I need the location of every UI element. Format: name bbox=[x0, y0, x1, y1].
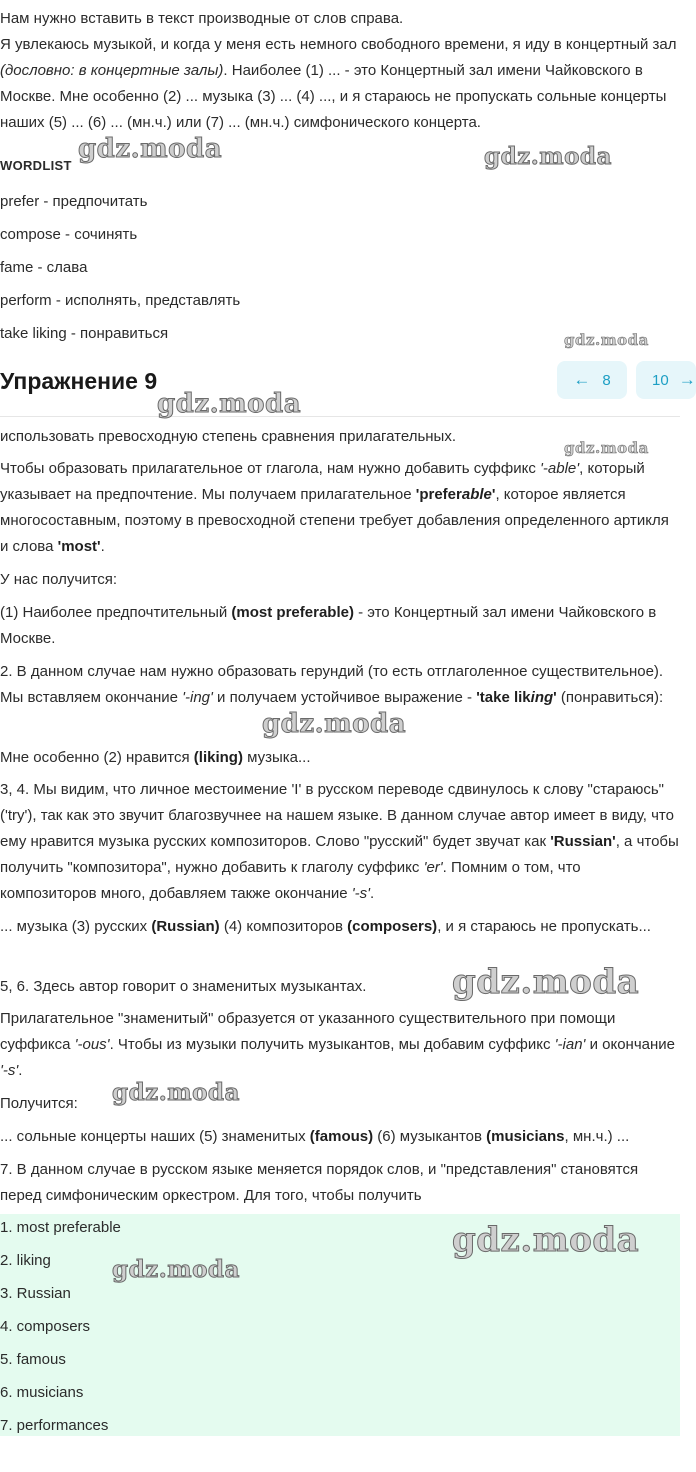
wordlist-item: prefer - предпочитать bbox=[0, 193, 148, 210]
text-run: 2. В данном случае нам нужно образовать герундий (то есть отглаголенное существительное). Мы вставляем окончание bbox=[0, 663, 664, 706]
text-run: '-able' bbox=[540, 460, 580, 477]
explanation-paragraph: У нас получится: bbox=[0, 571, 118, 588]
watermark: gdz.moda bbox=[78, 134, 223, 164]
text-run: ... музыка (3) русских bbox=[0, 918, 152, 935]
explanation-paragraph: 5, 6. Здесь автор говорит о знаменитых музыкантах. bbox=[0, 978, 367, 995]
wordlist-item: compose - сочинять bbox=[0, 226, 138, 243]
watermark: gdz.moda bbox=[452, 1220, 640, 1260]
text-run: 'take lik bbox=[476, 689, 531, 706]
text-run: (1) Наиболее предпочтительный bbox=[0, 604, 232, 621]
text-run: . Помним о том, что композиторов много, добавляем также окончание bbox=[0, 859, 581, 902]
text-run: able bbox=[461, 486, 492, 503]
arrow-left-icon: ← bbox=[573, 370, 591, 389]
text-run: ' bbox=[553, 689, 557, 706]
answer-item: 6. musicians bbox=[0, 1384, 84, 1401]
watermark: gdz.moda bbox=[262, 709, 407, 739]
answers-panel bbox=[0, 1214, 680, 1436]
explanation-paragraph bbox=[0, 659, 680, 711]
text-run: '-ous' bbox=[74, 1036, 110, 1053]
task-block bbox=[0, 6, 680, 136]
prev-exercise-button[interactable] bbox=[557, 361, 627, 399]
next-exercise-label: 10 bbox=[652, 371, 669, 389]
text-run: '-ian' bbox=[554, 1036, 586, 1053]
text-run: Мне особенно (2) нравится bbox=[0, 749, 194, 766]
task-text-note: (дословно: в концертные залы) bbox=[0, 62, 224, 79]
watermark: gdz.moda bbox=[564, 331, 649, 349]
text-run: (6) музыкантов bbox=[373, 1128, 487, 1145]
task-text bbox=[0, 32, 680, 136]
explanation-paragraph bbox=[0, 745, 680, 771]
text-run: и получаем устойчивое выражение - bbox=[212, 689, 477, 706]
explanation-paragraph: использовать превосходную степень сравнения прилагательных. bbox=[0, 428, 456, 445]
watermark: gdz.moda bbox=[157, 389, 302, 419]
watermark: gdz.moda bbox=[484, 143, 612, 170]
text-run: , которое является многосоставным, поэтому в превосходной степени требует добавления определенного артикля и слова bbox=[0, 486, 669, 555]
explanation-paragraph bbox=[0, 1124, 680, 1150]
wordlist-item: perform - исполнять, представлять bbox=[0, 292, 241, 309]
text-run: , и я стараюсь не пропускать... bbox=[437, 918, 651, 935]
text-run: музыка... bbox=[242, 749, 311, 766]
text-run: '-s' bbox=[0, 1062, 19, 1079]
text-run: (musicians bbox=[486, 1128, 565, 1145]
text-run: 'Russian' bbox=[550, 833, 616, 850]
watermark: gdz.moda bbox=[564, 439, 649, 457]
text-run: ing bbox=[530, 689, 554, 706]
text-run: и окончание bbox=[585, 1036, 675, 1053]
exercise-title: Упражнение 9 bbox=[0, 368, 158, 394]
text-run: . bbox=[100, 538, 105, 555]
text-run: (4) композиторов bbox=[219, 918, 348, 935]
watermark: gdz.moda bbox=[112, 1256, 240, 1283]
watermark: gdz.moda bbox=[452, 962, 640, 1002]
explanation-paragraph: Получится: bbox=[0, 1095, 78, 1112]
explanation-paragraph: 7. В данном случае в русском языке меняется порядок слов, и "представления" становятся перед симфоническим оркестром. Для того, чтобы получить bbox=[0, 1161, 639, 1204]
arrow-right-icon: → bbox=[678, 370, 696, 389]
explanation-paragraph bbox=[0, 1006, 680, 1084]
text-run: 'prefer bbox=[415, 486, 462, 503]
task-text-part: . Наиболее (1) ... - это Концертный зал имени Чайковского в Москве. Мне особенно (2) ... музыка (3) ... (4) ..., и я стараюсь не пропускать сольные концерты наших (5) ... (6) ... (мн.ч.) или (7) ... (мн.ч.) симфонического концерта. bbox=[0, 62, 667, 131]
text-run: (famous) bbox=[309, 1128, 374, 1145]
answer-item: 5. famous bbox=[0, 1351, 66, 1368]
explanation-paragraph bbox=[0, 777, 680, 907]
text-run: (most preferable) bbox=[231, 604, 354, 621]
text-run: 3, 4. Мы видим, что личное местоимение 'I' в русском переводе сдвинулось к слову "стараюсь" ('try'), так как это звучит благозвучнее на нашем языке. В данном случае автор имеет в виду, что ему нравится музыка русских композиторов. Слово "русский" будет звучат как bbox=[0, 781, 674, 850]
explanation-paragraph bbox=[0, 600, 680, 652]
text-run: - это Концертный зал имени Чайковского в Москве. bbox=[0, 604, 657, 647]
answer-item: 3. Russian bbox=[0, 1285, 71, 1302]
text-run: . bbox=[369, 885, 375, 902]
text-run: . Чтобы из музыки получить музыкантов, мы добавим суффикс bbox=[109, 1036, 555, 1053]
answer-item: 7. performances bbox=[0, 1417, 109, 1434]
answer-item: 1. most preferable bbox=[0, 1219, 121, 1236]
text-run: Прилагательное "знаменитый" образуется от указанного существительного при помощи суффикса bbox=[0, 1010, 616, 1053]
text-run: (Russian) bbox=[151, 918, 220, 935]
task-text-part: Я увлекаюсь музыкой, и когда у меня есть немного свободного времени, я иду в концертный зал bbox=[0, 36, 677, 53]
text-run: (composers) bbox=[347, 918, 438, 935]
text-run: , мн.ч.) bbox=[564, 1128, 613, 1145]
text-run: ... сольные концерты наших (5) знаменитых bbox=[0, 1128, 310, 1145]
prev-exercise-label: 8 bbox=[602, 371, 611, 389]
text-run: . bbox=[18, 1062, 23, 1079]
text-run: , который указывает на предпочтение. Мы получаем прилагательное bbox=[0, 460, 645, 503]
explanation-paragraph bbox=[0, 914, 680, 940]
text-run: ... bbox=[612, 1128, 630, 1145]
text-run: 'er' bbox=[423, 859, 443, 876]
text-run: '-ing' bbox=[182, 689, 213, 706]
task-instruction: Нам нужно вставить в текст производные от слов справа. bbox=[0, 10, 404, 27]
text-run: (понравиться): bbox=[556, 689, 664, 706]
answer-item: 2. liking bbox=[0, 1252, 51, 1269]
watermark: gdz.moda bbox=[112, 1079, 240, 1106]
text-run: 'most' bbox=[57, 538, 101, 555]
wordlist-title: WORDLIST bbox=[0, 158, 72, 173]
wordlist-item: fame - слава bbox=[0, 259, 88, 276]
wordlist-item: take liking - понравиться bbox=[0, 325, 169, 342]
text-run: ' bbox=[491, 486, 496, 503]
text-run: '-s' bbox=[351, 885, 370, 902]
explanation-paragraph bbox=[0, 456, 680, 560]
text-run: (liking) bbox=[193, 749, 243, 766]
exercise-header bbox=[0, 358, 696, 417]
answer-item: 4. composers bbox=[0, 1318, 91, 1335]
next-exercise-button[interactable] bbox=[636, 361, 696, 399]
text-run: , а чтобы получить "композитора", нужно добавить к глаголу суффикс bbox=[0, 833, 679, 876]
text-run: Чтобы образовать прилагательное от глагола, нам нужно добавить суффикс bbox=[0, 460, 541, 477]
